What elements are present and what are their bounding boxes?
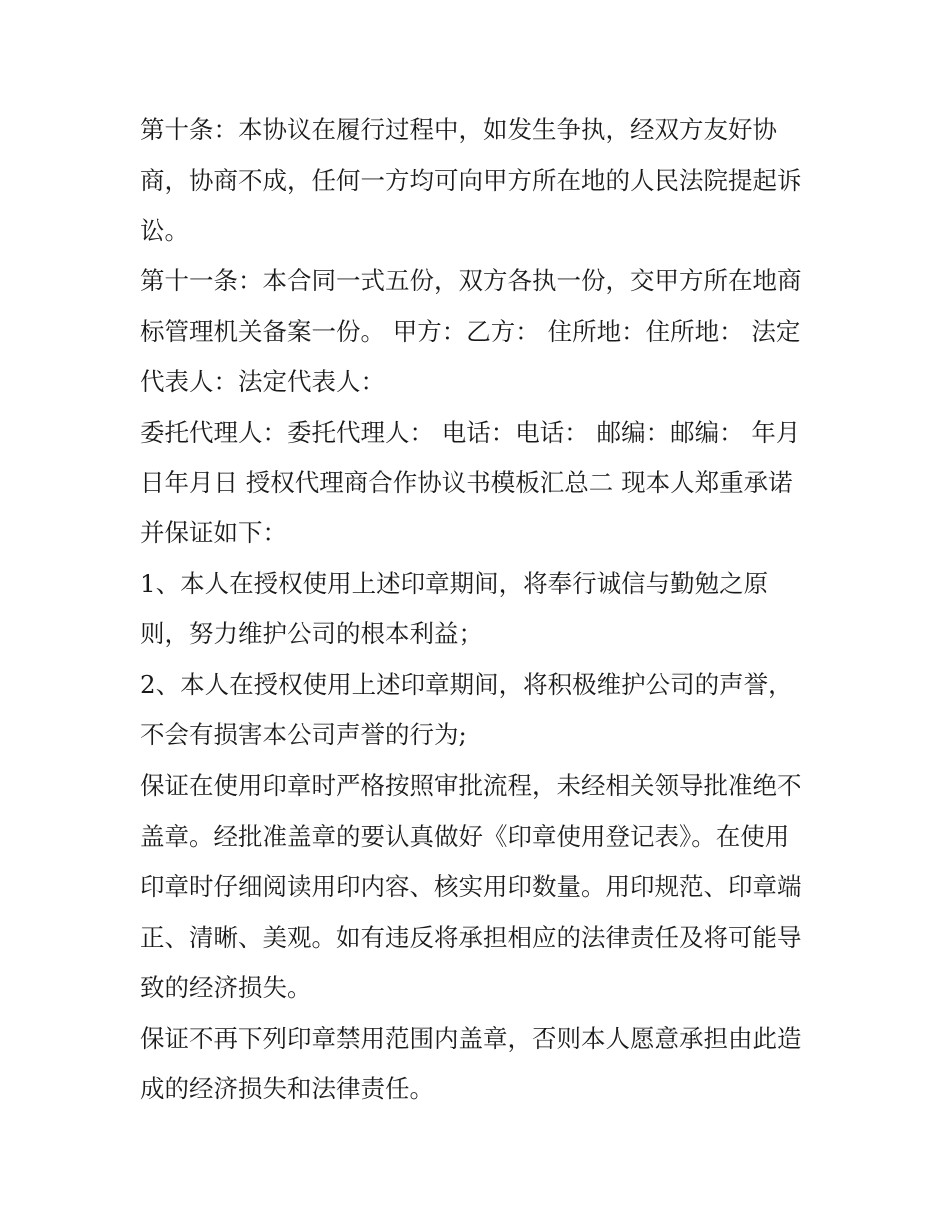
text-line-4: 第十一条：本合同一式五份，双方各执一份，交甲方所在地商 <box>140 266 802 295</box>
text-line-12: 2、本人在授权使用上述印章期间，将积极维护公司的声誉， <box>140 670 793 699</box>
text-line-8: 日年月日 授权代理商合作协议书模板汇总二 现本人郑重承诺 <box>140 468 793 497</box>
text-line-19: 保证不再下列印章禁用范围内盖章，否则本人愿意承担由此造 <box>140 1024 802 1053</box>
text-line-5: 标管理机关备案一份。 甲方：乙方： 住所地：住所地： 法定 <box>140 317 801 346</box>
text-line-17: 正、清晰、美观。如有违反将承担相应的法律责任及将可能导 <box>140 923 802 952</box>
text-line-10: 1、本人在授权使用上述印章期间，将奉行诚信与勤勉之原 <box>140 569 769 598</box>
text-line-1: 第十条：本协议在履行过程中，如发生争执，经双方友好协 <box>140 115 777 144</box>
text-line-7: 委托代理人：委托代理人： 电话：电话： 邮编：邮编： 年月 <box>140 418 801 447</box>
text-line-2: 商，协商不成，任何一方均可向甲方所在地的人民法院提起诉 <box>140 166 802 195</box>
text-line-6: 代表人：法定代表人： <box>140 367 385 396</box>
text-line-18: 致的经济损失。 <box>140 973 312 1002</box>
text-line-16: 印章时仔细阅读用印内容、核实用印数量。用印规范、印章端 <box>140 872 802 901</box>
text-line-15: 盖章。经批准盖章的要认真做好《印章使用登记表》。在使用 <box>140 822 790 851</box>
text-line-14: 保证在使用印章时严格按照审批流程，未经相关领导批准绝不 <box>140 771 802 800</box>
text-line-3: 讼。 <box>140 216 189 245</box>
text-line-20: 成的经济损失和法律责任。 <box>140 1074 434 1103</box>
text-line-11: 则，努力维护公司的根本利益； <box>140 619 483 648</box>
text-line-9: 并保证如下： <box>140 518 287 547</box>
text-line-13: 不会有损害本公司声誉的行为; <box>140 720 467 749</box>
